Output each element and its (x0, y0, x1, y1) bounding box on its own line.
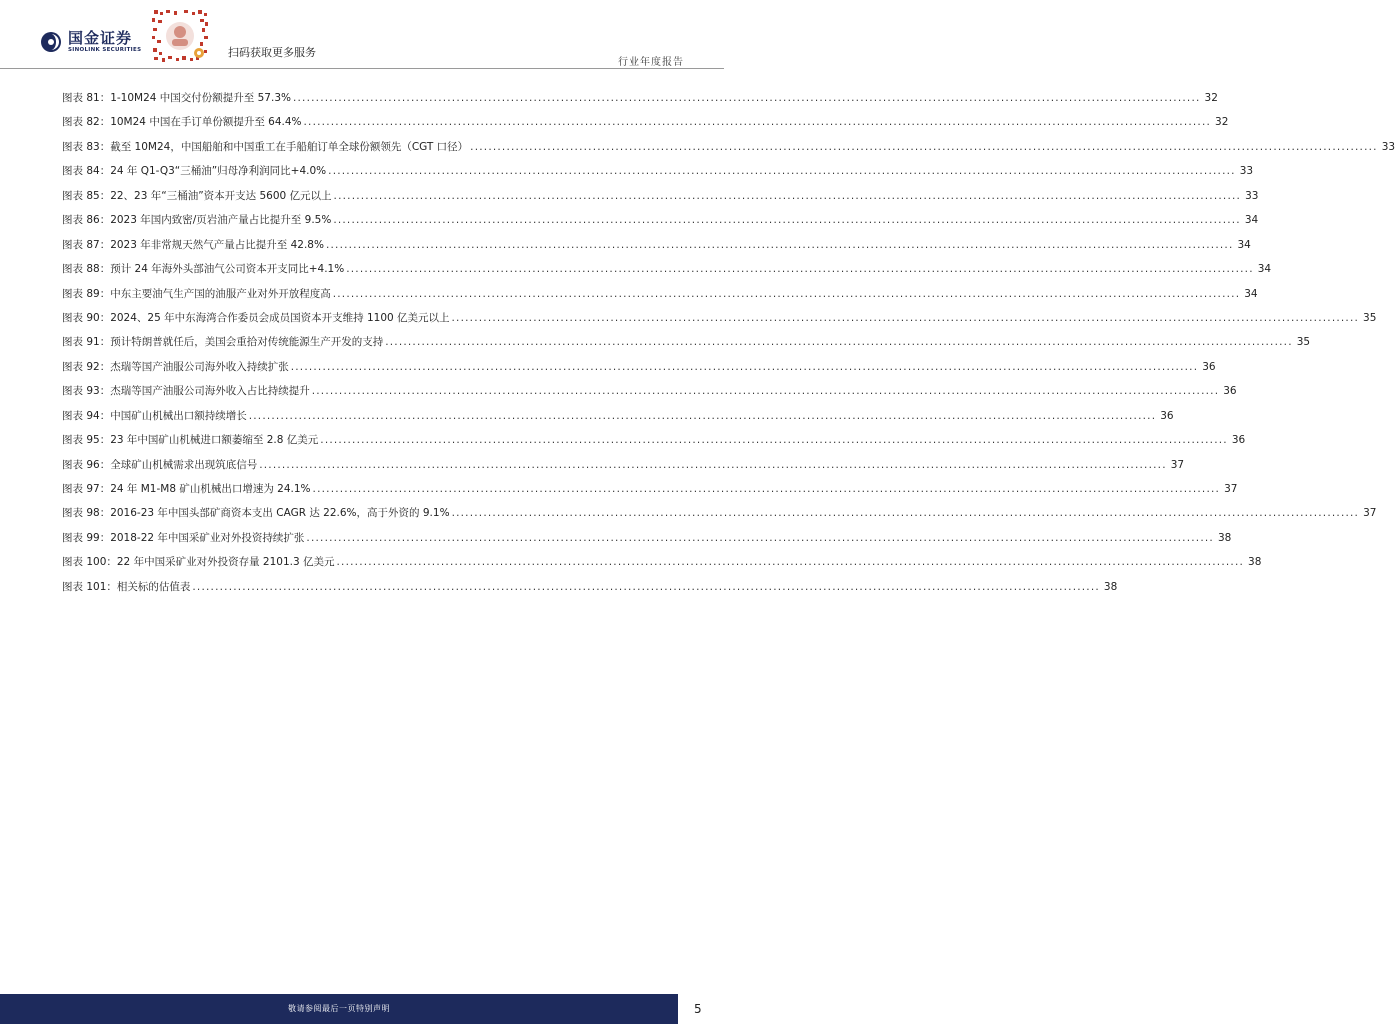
toc-leader-dots: ........................................................................................................................................................................................................ (320, 434, 1228, 447)
toc-leader-dots: ........................................................................................................................................................................................................ (451, 507, 1360, 520)
toc-entry[interactable] (62, 188, 1259, 212)
toc-leader-dots: ........................................................................................................................................................................................................ (325, 238, 1234, 251)
toc-entry-page: 34 (1244, 214, 1259, 227)
toc-leader-dots: ........................................................................................................................................................................................................ (470, 140, 1378, 153)
toc-entry-page: 38 (1103, 580, 1118, 593)
toc-entry-label: 图表 98：2016-23 年中国头部矿商资本支出 CAGR 达 22.6%，高于外资的 9.1% (62, 507, 450, 520)
qr-code-icon[interactable] (150, 8, 210, 64)
toc-entry-label: 图表 99：2018-22 年中国采矿业对外投资持续扩张 (62, 531, 305, 544)
page-footer (0, 994, 724, 1024)
toc-leader-dots: ........................................................................................................................................................................................................ (311, 385, 1220, 398)
toc-entry-label: 图表 92：杰瑞等国产油服公司海外收入持续扩张 (62, 360, 289, 373)
toc-entry-label: 图表 85：22、23 年“三桶油”资本开支达 5600 亿元以上 (62, 189, 332, 202)
toc-entry[interactable] (62, 261, 1272, 285)
report-type-label: 行业年度报告 (618, 57, 684, 68)
scan-for-services-text: 扫码获取更多服务 (228, 46, 316, 59)
toc-leader-dots: ........................................................................................................................................................................................................ (306, 531, 1214, 544)
toc-entry-label: 图表 86：2023 年国内致密/页岩油产量占比提升至 9.5% (62, 214, 332, 227)
toc-entry[interactable] (62, 90, 1218, 114)
toc-entry-page: 32 (1215, 116, 1229, 129)
logo-chinese-name: 国金证券 (68, 29, 133, 47)
toc-entry-label: 图表 83：截至 10M24，中国船舶和中国重工在手船舶订单全球份额领先（CGT 口径） (62, 140, 469, 153)
sinolink-logo-icon (40, 31, 62, 53)
company-logo (40, 30, 141, 54)
toc-entry-page: 36 (1223, 385, 1237, 398)
toc-entry-page: 38 (1248, 556, 1262, 569)
toc-entry[interactable] (62, 408, 1174, 432)
toc-entry-page: 35 (1296, 336, 1311, 349)
toc-leader-dots: ........................................................................................................................................................................................................ (451, 311, 1360, 324)
toc-entry-page: 38 (1217, 531, 1232, 544)
toc-entry[interactable] (62, 139, 1395, 163)
toc-entry-label: 图表 100：22 年中国采矿业对外投资存量 2101.3 亿美元 (62, 556, 335, 569)
toc-entry[interactable] (62, 481, 1238, 505)
toc-entry-page: 37 (1224, 483, 1238, 495)
toc-entry[interactable] (62, 505, 1377, 529)
toc-leader-dots: ........................................................................................................................................................................................................ (333, 214, 1241, 227)
toc-entry-page: 33 (1245, 189, 1259, 202)
toc-entry[interactable] (62, 114, 1229, 138)
toc-entry-label: 图表 93：杰瑞等国产油服公司海外收入占比持续提升 (62, 385, 310, 398)
toc-entry-page: 35 (1363, 311, 1377, 324)
toc-leader-dots: ........................................................................................................................................................................................................ (346, 263, 1254, 276)
logo-english-name: SINOLINK SECURITIES (68, 47, 142, 53)
footer-disclaimer: 敬请参阅最后一页特别声明 (288, 1004, 390, 1013)
toc-entry-page: 36 (1160, 409, 1174, 422)
toc-entry[interactable] (62, 212, 1259, 236)
toc-entry[interactable] (62, 334, 1311, 358)
toc-entry-page: 34 (1244, 287, 1258, 300)
toc-entry-page: 33 (1381, 140, 1395, 153)
toc-leader-dots: ........................................................................................................................................................................................................ (385, 336, 1293, 349)
toc-entry-label: 图表 88：预计 24 年海外头部油气公司资本开支同比+4.1% (62, 263, 345, 276)
toc-leader-dots: ........................................................................................................................................................................................................ (336, 556, 1245, 569)
toc-leader-dots: ........................................................................................................................................................................................................ (303, 116, 1212, 129)
toc-leader-dots: ........................................................................................................................................................................................................ (192, 580, 1100, 593)
toc-entry-page: 37 (1170, 458, 1185, 471)
toc-entry[interactable] (62, 383, 1237, 407)
toc-entry[interactable] (62, 457, 1185, 481)
toc-entry-label: 图表 95：23 年中国矿山机械进口额萎缩至 2.8 亿美元 (62, 434, 319, 447)
toc-leader-dots: ........................................................................................................................................................................................................ (312, 483, 1221, 495)
toc-entry[interactable] (62, 163, 1254, 187)
toc-entry-page: 32 (1204, 92, 1218, 104)
toc-entry-page: 34 (1257, 263, 1272, 276)
toc-entry-label: 图表 90：2024、25 年中东海湾合作委员会成员国资本开支维持 1100 亿美元以上 (62, 311, 450, 324)
toc-entry-label: 图表 96：全球矿山机械需求出现筑底信号 (62, 458, 258, 471)
toc-entry[interactable] (62, 432, 1246, 456)
toc-entry-label: 图表 87：2023 年非常规天然气产量占比提升至 42.8% (62, 238, 324, 251)
toc-entry[interactable] (62, 579, 1118, 603)
toc-entry-page: 37 (1363, 507, 1377, 520)
toc-entry-label: 图表 84：24 年 Q1-Q3“三桶油”归母净利润同比+4.0% (62, 165, 327, 178)
toc-entry-page: 34 (1237, 238, 1251, 251)
toc-leader-dots: ........................................................................................................................................................................................................ (332, 287, 1241, 300)
figure-list (62, 90, 1395, 603)
page-header (0, 0, 724, 70)
toc-leader-dots: ........................................................................................................................................................................................................ (333, 189, 1242, 202)
toc-leader-dots: ........................................................................................................................................................................................................ (259, 458, 1167, 471)
toc-leader-dots: ........................................................................................................................................................................................................ (292, 92, 1201, 104)
toc-entry[interactable] (62, 286, 1258, 310)
toc-entry[interactable] (62, 359, 1216, 383)
toc-entry[interactable] (62, 530, 1232, 554)
toc-entry-label: 图表 81：1-10M24 中国交付份额提升至 57.3% (62, 92, 291, 104)
page-number: 5 (694, 1002, 702, 1016)
toc-leader-dots: ........................................................................................................................................................................................................ (328, 165, 1236, 178)
toc-entry-label: 图表 94：中国矿山机械出口额持续增长 (62, 409, 247, 422)
toc-entry-page: 36 (1202, 360, 1216, 373)
toc-entry[interactable] (62, 310, 1377, 334)
toc-entry[interactable] (62, 554, 1262, 578)
toc-entry-label: 图表 101：相关标的估值表 (62, 580, 191, 593)
header-divider (0, 68, 724, 69)
toc-leader-dots: ........................................................................................................................................................................................................ (290, 360, 1199, 373)
toc-entry-label: 图表 91：预计特朗普就任后，美国会重拾对传统能源生产开发的支持 (62, 336, 384, 349)
toc-entry[interactable] (62, 237, 1251, 261)
toc-entry-label: 图表 89：中东主要油气生产国的油服产业对外开放程度高 (62, 287, 331, 300)
toc-leader-dots: ........................................................................................................................................................................................................ (248, 409, 1157, 422)
toc-entry-page: 33 (1239, 165, 1254, 178)
toc-entry-page: 36 (1231, 434, 1246, 447)
toc-entry-label: 图表 82：10M24 中国在手订单份额提升至 64.4% (62, 116, 302, 129)
toc-entry-label: 图表 97：24 年 M1-M8 矿山机械出口增速为 24.1% (62, 483, 311, 495)
